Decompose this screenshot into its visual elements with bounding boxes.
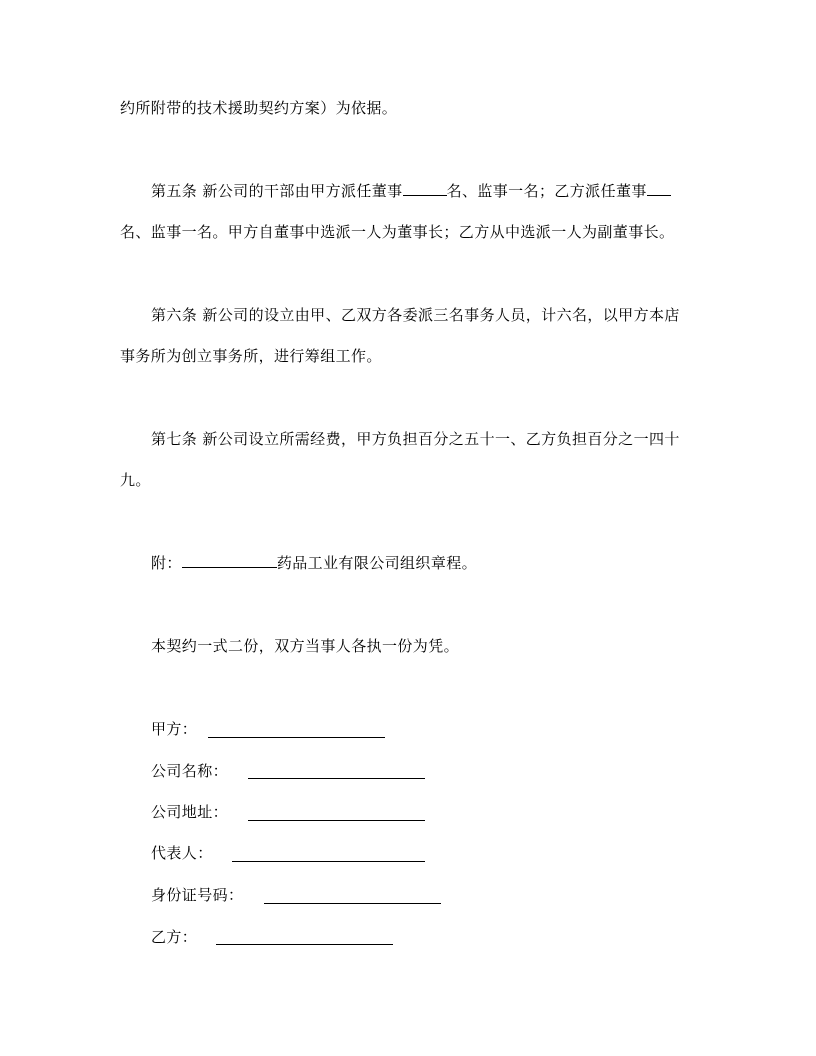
paragraph-line: 约所附带的技术援助契约方案）为依据。 — [120, 99, 398, 117]
field-label-company-address: 公司地址： — [151, 803, 229, 821]
article-5-text-b: 名、监事一名；乙方派任董事 — [446, 182, 647, 200]
article-5-line-2: 名、监事一名。甲方自董事中选派一人为董事长；乙方从中选派一人为副董事长。 — [120, 223, 675, 241]
field-label-company-name: 公司名称： — [151, 762, 229, 780]
field-label-id-number: 身份证号码： — [151, 886, 244, 904]
attachment-line — [151, 553, 477, 573]
blank-director-count-a — [403, 181, 447, 196]
field-label-representative: 代表人： — [151, 844, 213, 862]
article-7-line-2: 九。 — [120, 471, 151, 489]
article-6-line-1: 第六条 新公司的设立由甲、乙双方各委派三名事务人员，计六名，以甲方本店 — [151, 306, 680, 324]
signature-line-company-name — [248, 778, 425, 779]
signature-line-representative — [232, 861, 425, 862]
article-5-line-1 — [151, 181, 671, 201]
attachment-text: 药品工业有限公司组织章程。 — [276, 554, 478, 572]
article-6-line-2: 事务所为创立事务所，进行筹组工作。 — [120, 347, 382, 365]
blank-director-count-b — [647, 181, 671, 196]
signature-line-company-address — [248, 820, 425, 821]
attachment-label: 附： — [151, 554, 182, 572]
blank-company-name — [182, 553, 277, 568]
field-label-party-b: 乙方： — [151, 928, 198, 946]
field-label-party-a: 甲方： — [151, 720, 198, 738]
signature-line-id-number — [264, 903, 441, 904]
signature-line-party-a — [208, 737, 385, 738]
article-5-text-a: 第五条 新公司的干部由甲方派任董事 — [151, 182, 403, 200]
signature-line-party-b — [216, 944, 393, 945]
copies-line: 本契约一式二份，双方当事人各执一份为凭。 — [151, 637, 460, 655]
article-7-line-1: 第七条 新公司设立所需经费，甲方负担百分之五十一、乙方负担百分之一四十 — [151, 430, 680, 448]
